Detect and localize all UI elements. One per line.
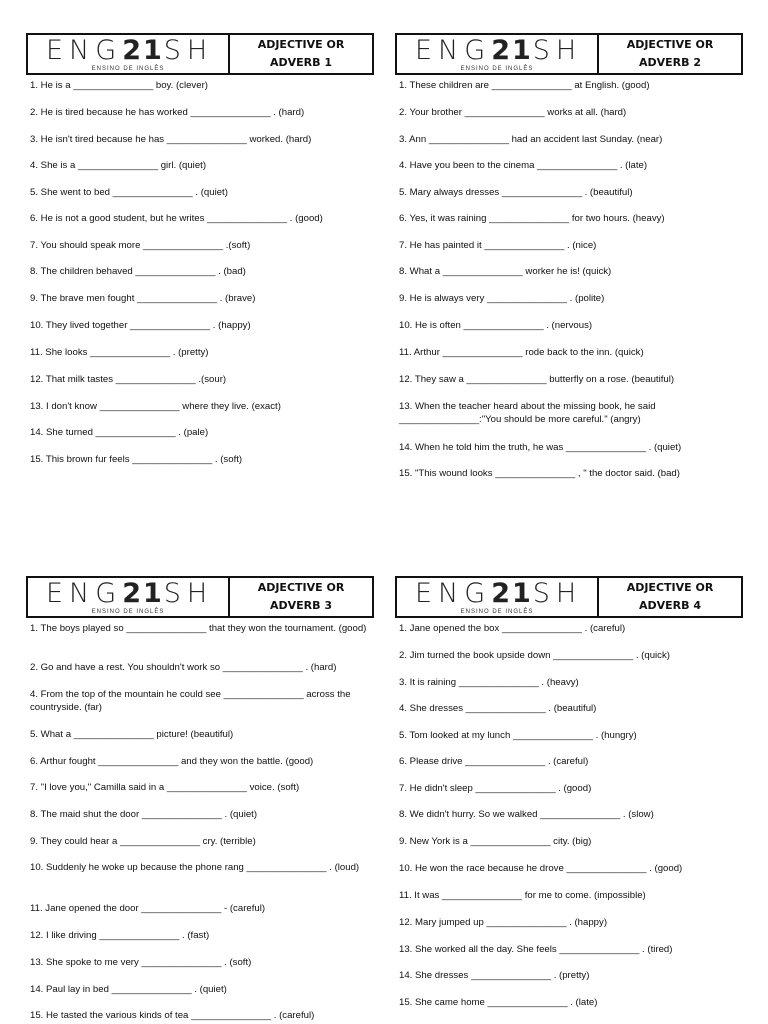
worksheet-3 (26, 576, 374, 1021)
exercise-item: 12. Mary jumped up _______________ . (happy) (399, 917, 608, 928)
logo-subtitle: ENSINO DE INGLÊS (460, 66, 534, 72)
exercise-item: 7. He didn't sleep _______________ . (good) (399, 783, 592, 794)
exercise-item: 1. He is a _______________ boy. (clever) (30, 80, 208, 91)
exercise-item: 4. From the top of the mountain he could see _______________ across the countryside. (far) (30, 689, 351, 713)
exercise-item: 11. She looks _______________ . (pretty) (30, 347, 209, 358)
exercise-item: 2. Your brother _______________ works at all. (hard) (399, 107, 627, 118)
exercise-item: 11. It was _______________ for me to come. (impossible) (399, 890, 646, 901)
worksheet-header (26, 33, 374, 75)
exercise-item: 5. What a _______________ picture! (beautiful) (30, 729, 234, 740)
exercise-item: 7. He has painted it _______________ . (nice) (399, 240, 597, 251)
worksheet-title: ADJECTIVE OR ADVERB 1 (257, 38, 345, 69)
exercise-item: 7. "I love you," Camilla said in a _______________ voice. (soft) (30, 782, 300, 793)
logo-subtitle: ENSINO DE INGLÊS (460, 609, 534, 615)
exercise-item: 8. The maid shut the door _______________ . (quiet) (30, 809, 258, 820)
exercise-item: 9. The brave men fought _______________ . (brave) (30, 293, 256, 304)
exercise-item: 4. Have you been to the cinema _______________ . (late) (399, 160, 648, 171)
exercise-item: 9. New York is a _______________ city. (big) (399, 836, 592, 847)
exercise-item: 6. Yes, it was raining _______________ for two hours. (heavy) (399, 213, 665, 224)
eng21sh-logo: ENG21SH ENSINO DE INGLÊS (28, 578, 230, 616)
exercise-item: 5. Tom looked at my lunch _______________ . (hungry) (399, 730, 637, 741)
exercise-item: 7. You should speak more _______________ .(soft) (30, 240, 251, 251)
exercise-item: 9. He is always very _______________ . (polite) (399, 293, 605, 304)
exercise-item: 15. "This wound looks _______________ , " the doctor said. (bad) (399, 468, 680, 479)
worksheet-title: ADJECTIVE OR ADVERB 3 (257, 581, 345, 612)
exercise-item: 15. He tasted the various kinds of tea _______________ . (careful) (30, 1010, 315, 1021)
eng21sh-logo: ENG21SH ENSINO DE INGLÊS (397, 35, 599, 73)
exercise-item: 15. She came home _______________ . (late) (399, 997, 598, 1008)
exercise-item: 9. They could hear a _______________ cry. (terrible) (30, 836, 256, 847)
exercise-item: 5. She went to bed _______________ . (quiet) (30, 187, 228, 198)
worksheet-title: ADJECTIVE OR ADVERB 4 (626, 581, 714, 612)
exercise-item: 1. These children are _______________ at English. (good) (399, 80, 650, 91)
exercise-item: 3. He isn't tired because he has _______________ worked. (hard) (30, 134, 312, 145)
exercise-item: 12. They saw a _______________ butterfly on a rose. (beautiful) (399, 374, 675, 385)
exercise-item: 2. Go and have a rest. You shouldn't work so _______________ . (hard) (30, 662, 337, 673)
exercise-item: 14. She turned _______________ . (pale) (30, 427, 209, 438)
exercise-item: 6. Please drive _______________ . (careful) (399, 756, 589, 767)
exercise-item: 8. The children behaved _______________ . (bad) (30, 266, 246, 277)
worksheet-4 (395, 576, 743, 1008)
exercise-item: 2. Jim turned the book upside down _______________ . (quick) (399, 650, 670, 661)
exercise-item: 14. Paul lay in bed _______________ . (quiet) (30, 984, 227, 995)
exercise-item: 14. She dresses _______________ . (pretty) (399, 970, 590, 981)
exercise-item: 11. Jane opened the door _______________ - (careful) (30, 903, 266, 914)
exercise-item: 10. He is often _______________ . (nervous) (399, 320, 593, 331)
exercise-item: 13. I don't know _______________ where they live. (exact) (30, 401, 281, 412)
exercise-item: 10. Suddenly he woke up because the phone rang _______________ . (loud) (30, 862, 360, 873)
exercise-item: 13. She worked all the day. She feels _______________ . (tired) (399, 944, 673, 955)
exercise-item: 12. That milk tastes _______________ .(sour) (30, 374, 227, 385)
eng21sh-logo: ENG21SH ENSINO DE INGLÊS (28, 35, 230, 73)
exercise-item: 8. We didn't hurry. So we walked _______________ . (slow) (399, 809, 654, 820)
worksheet-header (395, 576, 743, 618)
exercise-item: 12. I like driving _______________ . (fast) (30, 930, 210, 941)
eng21sh-logo: ENG21SH ENSINO DE INGLÊS (397, 578, 599, 616)
logo-subtitle: ENSINO DE INGLÊS (91, 609, 165, 615)
exercise-item: 6. He is not a good student, but he writes _______________ . (good) (30, 213, 323, 224)
exercise-item: 1. The boys played so _______________ that they won the tournament. (good) (30, 623, 367, 634)
exercise-item: 14. When he told him the truth, he was _______________ . (quiet) (399, 442, 682, 453)
exercise-item: 8. What a _______________ worker he is! (quick) (399, 266, 612, 277)
exercise-item: 3. Ann _______________ had an accident last Sunday. (near) (399, 134, 663, 145)
exercise-item: 4. She dresses _______________ . (beautiful) (399, 703, 597, 714)
exercise-item: 10. They lived together _______________ . (happy) (30, 320, 251, 331)
worksheet-2 (395, 33, 743, 479)
exercise-item: 5. Mary always dresses _______________ . (beautiful) (399, 187, 633, 198)
exercise-item: 13. When the teacher heard about the missing book, he said _______________:"You should be more careful." (angry) (399, 401, 656, 425)
worksheet-1 (26, 33, 374, 465)
exercise-item: 11. Arthur _______________ rode back to the inn. (quick) (399, 347, 644, 358)
exercise-item: 3. It is raining _______________ . (heavy) (399, 677, 579, 688)
worksheet-header (26, 576, 374, 618)
exercise-item: 6. Arthur fought _______________ and they won the battle. (good) (30, 756, 314, 767)
worksheet-header (395, 33, 743, 75)
exercise-item: 4. She is a _______________ girl. (quiet) (30, 160, 207, 171)
exercise-item: 10. He won the race because he drove _______________ . (good) (399, 863, 683, 874)
exercise-item: 2. He is tired because he has worked _______________ . (hard) (30, 107, 305, 118)
worksheet-title: ADJECTIVE OR ADVERB 2 (626, 38, 714, 69)
exercise-item: 13. She spoke to me very _______________ . (soft) (30, 957, 252, 968)
exercise-item: 1. Jane opened the box _______________ . (careful) (399, 623, 626, 634)
logo-subtitle: ENSINO DE INGLÊS (91, 66, 165, 72)
exercise-item: 15. This brown fur feels _______________ . (soft) (30, 454, 243, 465)
